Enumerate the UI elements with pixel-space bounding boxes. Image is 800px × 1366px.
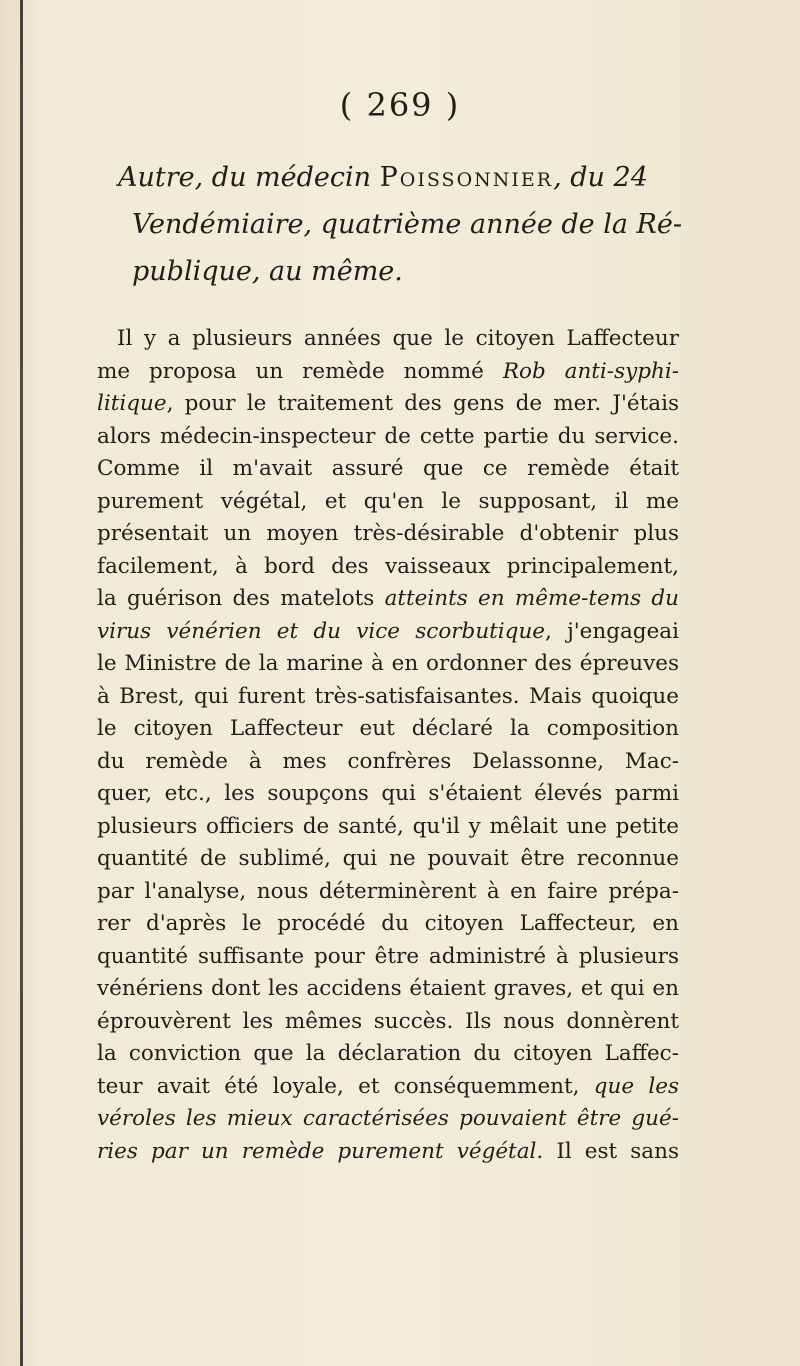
binding-gutter [20, 0, 23, 1366]
body-line: Il y a plusieurs années que le citoyen Laffecteur [117, 326, 679, 351]
body-line: quer, etc., les soupçons qui s'étaient élevés parmi [97, 781, 679, 806]
body-line: la guérison des matelots atteints en même-tems du [97, 586, 679, 611]
body-line: quantité suffisante pour être administré à plusieurs [97, 943, 679, 969]
body-line: purement végétal, et qu'en le supposant, il me [97, 488, 679, 514]
body-line: véroles les mieux caractérisées pouvaient être gué- [97, 1106, 679, 1131]
body-line: facilement, à bord des vaisseaux principalement, [97, 553, 679, 579]
heading-line-2: Vendémiaire, quatrième année de la Ré- [132, 209, 682, 240]
author-name: Poissonnier [379, 162, 554, 193]
body-line: éprouvèrent les mêmes succès. Ils nous donnèrent [97, 1008, 679, 1034]
letter-heading [118, 154, 682, 295]
body-line: Comme il m'avait assuré que ce remède était [97, 456, 679, 481]
letter-body [97, 323, 679, 1168]
body-line: me proposa un remède nommé Rob anti-syphi- [97, 358, 679, 384]
body-line: le citoyen Laffecteur eut déclaré la composition [97, 716, 679, 741]
heading-line-1: Autre, du médecin Poissonnier, du 24 [118, 162, 648, 193]
body-line: rer d'après le procédé du citoyen Laffecteur, en [97, 911, 679, 936]
body-line: le Ministre de la marine à en ordonner des épreuves [97, 651, 679, 676]
page-number: ( 269 ) [339, 86, 461, 124]
body-line: présentait un moyen très-désirable d'obtenir plus [97, 521, 679, 546]
body-line: à Brest, qui furent très-satisfaisantes. Mais quoique [97, 683, 679, 709]
body-line: par l'analyse, nous déterminèrent à en faire prépa- [97, 878, 679, 904]
body-line: alors médecin-inspecteur de cette partie du service. [97, 423, 679, 449]
body-line: du remède à mes confrères Delassonne, Mac- [97, 748, 679, 774]
body-line: la conviction que la déclaration du citoyen Laffec- [97, 1041, 679, 1066]
body-line: vénériens dont les accidens étaient graves, et qui en [97, 976, 679, 1001]
heading-line-3: publique, au même. [132, 256, 403, 287]
body-line: virus vénérien et du vice scorbutique, j'engageai [97, 618, 679, 644]
body-line: plusieurs officiers de santé, qu'il y mêlait une petite [97, 813, 679, 839]
body-line: ries par un remède purement végétal. Il est sans [97, 1138, 679, 1164]
body-line: quantité de sublimé, qui ne pouvait être reconnue [97, 846, 679, 871]
body-line: teur avait été loyale, et conséquemment, que les [97, 1073, 679, 1099]
body-line: litique, pour le traitement des gens de mer. J'étais [97, 391, 679, 416]
